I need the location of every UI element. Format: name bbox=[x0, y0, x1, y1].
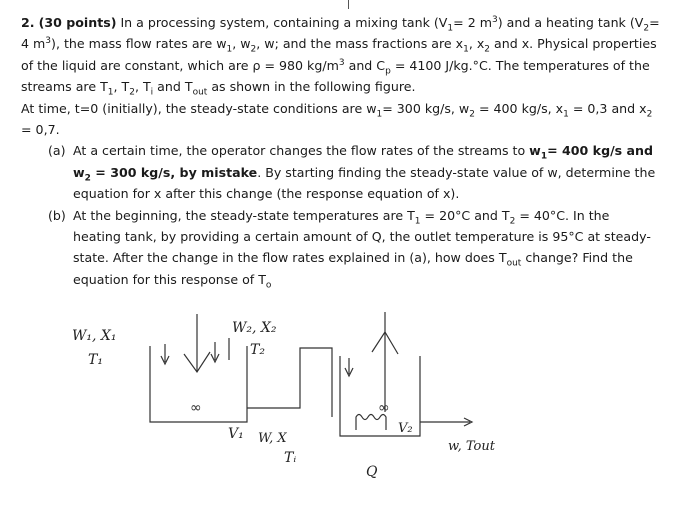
tank1-volume-label: V₁ bbox=[228, 426, 244, 442]
heat-input-label: Q bbox=[366, 464, 378, 480]
part-a-label: (a) bbox=[48, 143, 66, 159]
part-a-text: At a certain time, the operator changes the flow rates of the streams to $w_1= 400$ kg/s and $w_2 = 300$ kg/s, by mistake. By starting finding the steady-state value of w, determine the equation for x after this change (the response equation of x). bbox=[73, 143, 656, 202]
heating-coil bbox=[356, 415, 386, 431]
part-b-text: At the beginning, the steady-state temperatures are $T_1 = 20^\circ C$ and $T_2 = 40^\circ C$. In the heating tank, by providing a certain amount of Q, the outlet temperature is 95°C at steady-state. After the change in the flow rates explained in (a), how does $T_{out}$ change? Find the equation for this response of $T_o$ bbox=[73, 207, 651, 291]
mid-stream-pipe bbox=[247, 348, 332, 417]
mid-stream-label: W, X bbox=[258, 431, 287, 446]
initial-conditions: At time, t=0 (initially), the steady-state conditions are $w_1= 300$ kg/s, $w_2 = 400$ kg/s, $x_1 = 0,3$ and $x_2 = 0,7$. bbox=[21, 100, 653, 138]
mid-stream-temp: Tᵢ bbox=[284, 450, 297, 466]
top-divider bbox=[348, 0, 349, 9]
mixer-icon-tank2: ∞ bbox=[378, 400, 390, 416]
part-b-label: (b) bbox=[48, 207, 66, 223]
problem-points: (30 points) bbox=[38, 15, 117, 30]
part-b bbox=[21, 205, 661, 291]
stream1-temp: T₁ bbox=[88, 352, 103, 368]
stream2-label: W₂, X₂ bbox=[232, 320, 277, 336]
problem-number: 2. bbox=[21, 15, 35, 30]
problem-statement bbox=[21, 12, 661, 290]
problem-intro: 2. (30 points) In a processing system, containing a mixing tank ($V_1= 2$ $m^3$) and a heating tank ($V_2= 4$ $m^3$), the mass flow rates are $w_1$, $w_2$, w; and the mass fractions are $x_1$, $x_2$ and x. Physical properties of the liquid are constant, which are ρ = 980 $kg/m^3$ and $C_p = 4100$ J/kg.°C. The temperatures of the streams are $T_1$, $T_2$, $T_i$ and $T_{out}$ as shown in the following figure. bbox=[21, 14, 660, 98]
stream1-label: W₁, X₁ bbox=[72, 328, 117, 344]
process-diagram-svg bbox=[0, 312, 700, 511]
outlet-label: w, Tout bbox=[448, 439, 495, 454]
stream2-temp: T₂ bbox=[250, 342, 265, 358]
part-a bbox=[21, 140, 661, 204]
tank2-volume-label: V₂ bbox=[398, 421, 413, 436]
process-diagram bbox=[0, 312, 700, 511]
mixer-icon-tank1: ∞ bbox=[190, 400, 202, 416]
